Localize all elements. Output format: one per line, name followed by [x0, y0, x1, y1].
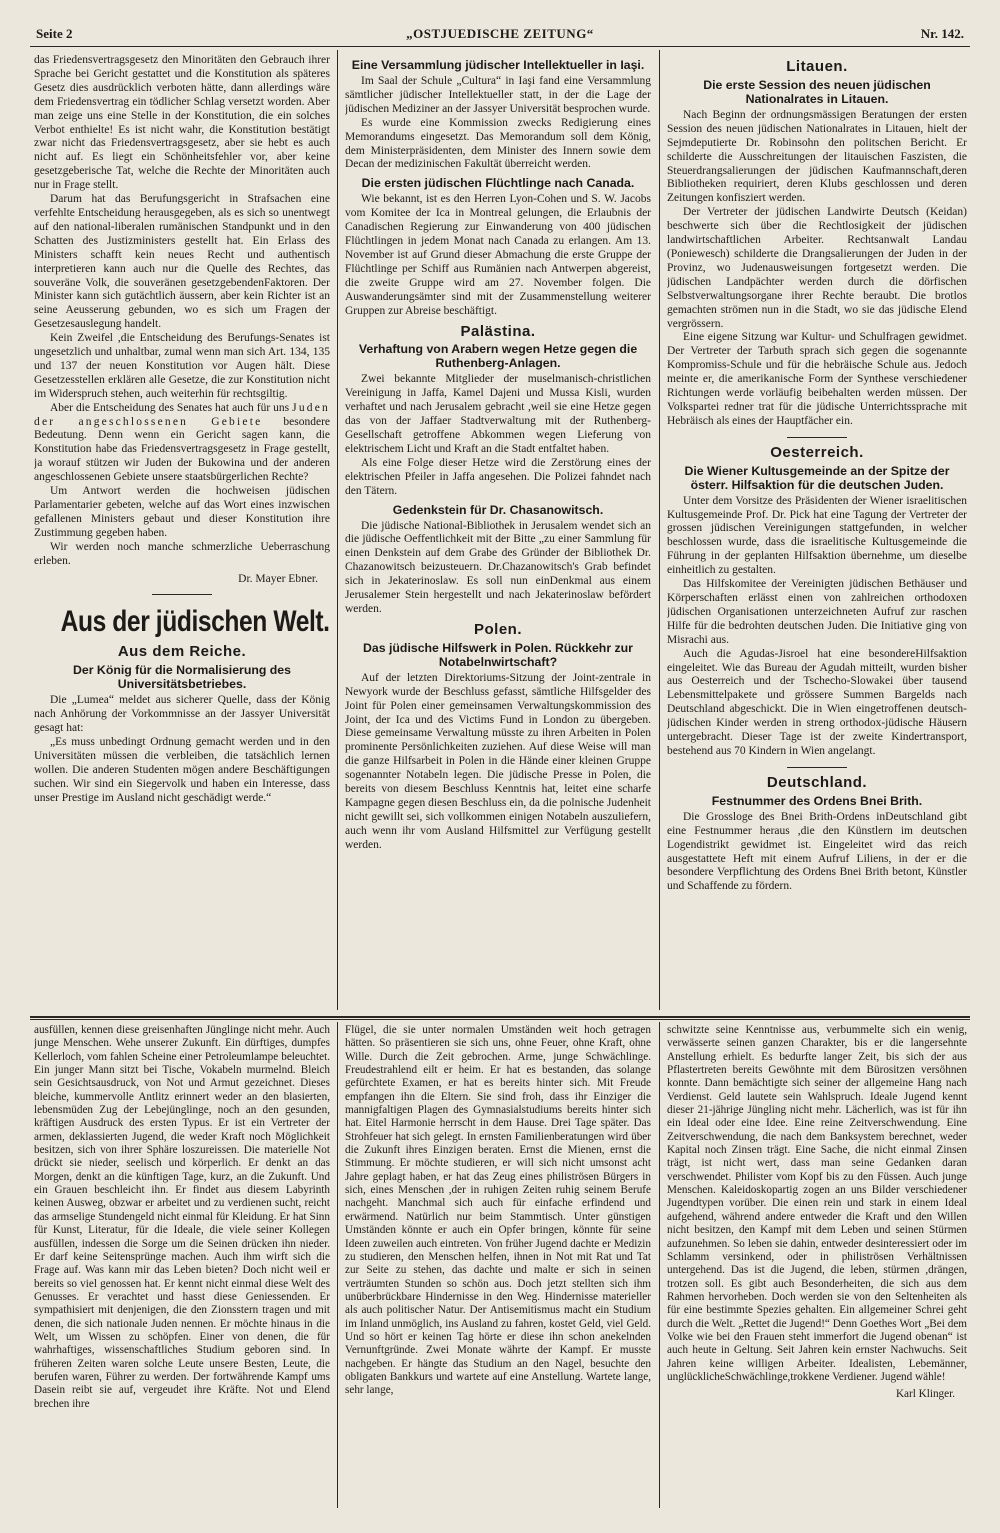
feuilleton-text: ausfüllen, kennen diese greisenhaften Jünglinge nicht mehr. Auch junge Menschen. Wehe unserer Zukunft. Ein dürftiges, dumpfes Kellerloch, vom fahlen Scheine einer Petroleumlampe beleuchtet. Ein junger Mann sitzt bei Tische, Vokabeln murmelnd. Bleich sein Gesichtsausdruck, von Not und Armut gezeichnet. Dieses bleiche, kummervolle Antlitz erinnert weder an den blasierten, lebensmüden Zug der Lebejünglinge, noch an den gesunden, kräftigen Ausdruck des ersten Typus. Er ist ein Vertreter der armen, deklassierten Jugend, die weder Kraft noch Möglichkeit besitzen, sich von ihrer Sphäre loszureissen. Die materielle Not drückt sie nieder, seelisch und körperlich. Er denkt an das Morgen, denkt an die künftigen Tage, kurz, an die Zukunft. Und ein Grauen beschleicht ihn. Er findet aus diesem Labyrinth keinen Ausweg, obzwar er arbeitet und zu verdienen sucht, reicht das armselige Stundengeld nicht einmal für Kleidung. Er hat Sinn für Kunst, Literatur, für die Ideale, die viele seiner Kollegen ausfüllen, indessen die Sorge um die Seinen drücken ihn nieder. Er darf keine Seitensprünge machen. Auch ihm wirft sich die Frage auf. Was kann mir das Leben bieten? Doch nicht weil er bereits so viel genossen hat. Er kennt nicht einmal diese Welt des Genusses. Er verachtet und hasst diese Geniessenden. Er sympathisiert mit denjenigen, die den Zionsstern tragen und mit denen, die sich nationale Juden nennen. Er möchte hinaus in die Welt, um Wissen zu schöpfen. Einer von denen, die für wahrhaftiges, wissenschaftliches Studium geboren sind. In früheren Zeiten waren solche Leute unsere Besten, Leute, die berufen waren, Führer zu werden. Der fortwährende Kampf ums Dasein reibt sie auf, vergeudet ihre Kräfte. Not und Elend brechen ihre — [34, 1024, 330, 1410]
feuilleton-rule — [30, 1016, 970, 1018]
region-title: Polen. — [473, 620, 522, 638]
article-paragraph: Kein Zweifel ,die Entscheidung des Berufungs-Senates ist ungesetzlich und unhaltbar, zumal wenn man sich Art. 134, 135 und 137 der neuen Konstitution vor Augen hält. Diese Gesetzesstellen erklären alle Gesetze, die zur Konstitution nicht im Widerspruch stehen, auch weiterhin für rechtsgiltig. — [34, 332, 330, 400]
newspaper-name: „OSTJUEDISCHE ZEITUNG“ — [406, 26, 594, 41]
headline: Gedenkstein für Dr. Chasanowitsch. — [392, 502, 604, 517]
article-paragraph: Im Saal der Schule „Cultura“ in Iaşi fand eine Versammlung sämtlicher jüdischer Intellektueller statt, in der die Lage der jüdischen Mediziner an der Jassyer Universität besprochen wurde. — [345, 75, 651, 115]
article-paragraph: Das Hilfskomitee der Vereinigten jüdischen Bethäuser und Körperschaften erlässt einen von zahlreichen orthodoxen jüdischen Organisationen unterzeichneten Aufruf zur raschen Hilfe für die bedrohten deutschen Juden. Die Initiative ging von Misrachi aus. — [667, 578, 967, 646]
region-title: Oesterreich. — [770, 443, 864, 461]
column-divider — [337, 1022, 338, 1508]
column-middle — [345, 54, 651, 1010]
text-run: besondere Bedeutung. Denn wenn ein Gericht sagen kann, die Konstitution habe das Friedensvertragsgesetz in Frage gestellt, ja worauf stützen wir Juden der Bukowina und der anderen angeschlossenen Gebiete unsere staatsbürgerlichen Rechte? — [34, 415, 330, 484]
column-left — [34, 54, 330, 1010]
headline: Eine Versammlung jüdischer Intellektueller in Iaşi. — [351, 58, 645, 72]
feuilleton-column-middle — [345, 1024, 651, 1508]
separator — [787, 767, 847, 768]
issue-number: Nr. 142. — [920, 26, 964, 41]
feuilleton-rule — [30, 1019, 970, 1020]
page-number: Seite 2 — [36, 26, 73, 41]
article-paragraph: Auf der letzten Direktoriums-Sitzung der Joint-zentrale in Newyork wurde der Beschluss gefasst, sämtliche Hilfsgelder des Joint für Polen einer gemeinsamen Verwaltungskommission des Joint, der Ica und des Victims Fund in London zu übergeben. Diese gemeinsame Verwaltung müsste zu ihren Arbeiten in Polen prominente Persönlichkeiten zuziehen. Auf diese Weise will man die ganze Hilfsarbeit in Polen in die Hände einer kleinen Gruppe sogenannter Notabeln legen. Die jüdische Presse in Polen, die bereits von diesem Beschluss Kenntnis hat, leitet eine scharfe Kampagne gegen diesen Beschluss ein, da die polnische Judenheit nicht gewillt sei, sich vollkommen einigen Notabeln auszuliefern, auch wenn ihr vom Ausland Hilfsmittel zur Verfügung gestellt werden. — [345, 671, 651, 851]
feuilleton-column-left — [34, 1024, 330, 1508]
headline: Die erste Session des neuen jüdischen Nationalrates in Litauen. — [703, 77, 931, 106]
article-paragraph: Wie bekannt, ist es den Herren Lyon-Cohen und S. W. Jacobs vom Komitee der Ica in Montreal gelungen, die Erlaubnis der Canadischen Regierung zur Einwanderung von 400 jüdischen Flüchtlingen in jedem Monat nach Canada zu erlangen. Am 13. November ist auf Grund dieser Abmachung die erste Gruppe der Flüchtlinge per Schiff aus Rumänien nach Antwerpen abgereist, die zweite Gruppe wird am 27. November folgen. Die Auswanderungsämter sind mit der Zusammenstellung weiterer Gruppen zur Abreise beschäftigt. — [345, 193, 651, 317]
article-paragraph: Zwei bekannte Mitglieder der muselmanisch-christlichen Vereinigung in Jaffa, Kamel Dajeni und Mussa Kisli, wurden verhaftet und nach Jerusalem gebracht ,weil sie eine Hetze gegen das von der Jaffaer Stadtverwaltung mit der Ruthenberg-Gesellschaft getroffene Abkommen wegen Lieferung von elektrischem Licht und Kraft an die Stadt entfaltet haben. — [345, 373, 651, 455]
headline: Der König für die Normalisierung des Universitätsbetriebes. — [73, 663, 291, 692]
article-paragraph: Auch die Agudas-Jisroel hat eine besondereHilfsaktion eingeleitet. Wie das Bureau der Agudah mitteilt, wurden bisher aus Oesterreich und der Tschecho-Slowakei über tausend Lebensmittelpakete und grössere Summen Bargelds nach Deutschland abgeschickt. Die in Wien eingetroffenen deutsch-jüdischen Kinder werden in streng orthodox-jüdische Häusern untergebracht. Dieser Tage ist der zweite Kindertransport, bestehend aus 70 Kindern in Wien angelangt. — [667, 647, 967, 757]
article-paragraph: Der Vertreter der jüdischen Landwirte Deutsch (Keidan) beschwerte sich über die Rechtlosigkeit der jüdischen landwirtschaftlichen Arbeiter. Rechtsanwalt Landau (Poniewesch) schilderte die Drangsalierungen der Juden in der Provinz, wo Judenausweisungen fortgesetzt werden. Die jüdischen Landpächter werden durch die dörfischen Selbstverwaltungsorgane ihrer Rechte beraubt. Die brotlos gemachten strömen nun in die Stadt, wo sie das jüdische Elend vergrössern. — [667, 206, 967, 330]
column-right — [667, 54, 967, 1010]
article-paragraph: Um Antwort werden die hochweisen jüdischen Parlamentarier gebeten, welche auf das Wort eines inzwischen gefallenen Ministers gebaut und dieser Konstitution ihre Zustimmung gegeben haben. — [34, 485, 330, 539]
region-title: Deutschland. — [766, 773, 868, 791]
article-paragraph: Die Grossloge des Bnei Brith-Ordens inDeutschland gibt eine Festnummer heraus ,die den Künstlern im deutschen Logendistrikt gewidmet ist. Eingeleitet wird das reich ausgestattete Heft mit einem Aufruf Liliens, in der er die besondere Verpflichtung des Ordens Bnei Brith betont, Künstler und Schaffende zu fördern. — [667, 810, 967, 893]
spaced-text: Juden der angeschlossenen Gebiete — [34, 401, 330, 428]
headline: Verhaftung von Arabern wegen Hetze gegen die Ruthenberg-Anlagen. — [358, 342, 638, 371]
separator — [152, 594, 212, 595]
article-paragraph: Unter dem Vorsitze des Präsidenten der Wiener israelitischen Kultusgemeinde Prof. Dr. Pick hat eine Tagung der Vertreter der grossen jüdischen Vereinigungen stattgefunden, in welcher beschlossen wurde, dass die israelitische Kultusgemeinde die Führung in der geplanten Hilfsaktion übernehme, um dieselbe einheitlich zu gestalten. — [667, 494, 967, 577]
article-paragraph: Wir werden noch manche schmerzliche Ueberraschung erleben. — [34, 540, 330, 567]
region-title: Litauen. — [786, 58, 848, 75]
headline: Festnummer des Ordens Bnei Brith. — [711, 793, 923, 808]
author-signature: Karl Klinger. — [895, 1388, 955, 1401]
article-paragraph: das Friedensvertragsgesetz den Minoritäten den Gebrauch ihrer Sprache bei Gericht gestattet und die Konstitution als späteres Gesetz dies ausdrücklich verboten hätte, dann allerdings wäre dem Friedensvertrag ein tödlicher Schlag versetzt worden. Aber man zeige uns eine Stelle in der Konstitution, die ein solches Verbot enthielte! Es ist nicht wahr, die Konstitution bestätigt zwar nicht das Friedensvertragsgesetz, aber sie hebt es auch nicht auf. Es liegt ein Schönheitsfehler vor, aber keine gesetzgeberische Tat, welche die Rechte der Minoritäten auch nur in Frage stellt. — [34, 54, 330, 192]
column-divider — [659, 1022, 660, 1508]
separator — [787, 437, 847, 438]
headline: Die Wiener Kultusgemeinde an der Spitze der österr. Hilfsaktion für die deutschen Juden. — [684, 463, 950, 492]
article-paragraph: Darum hat das Berufungsgericht in Strafsachen eine verfehlte Entscheidung herausgegeben, als es sich so unentwegt auf den national-liberalen rumänischen Standpunkt und in den Schatten des Justizministers gestellt hat. Ein Erlass des Ministers schafft kein neues Recht und authentisch interpretieren kann auch nur die Quelle des Rechtes, das souveräne Volk, die souveränen gesetzgebendenFaktoren. Der Minister kann sich gutächtlich äussern, aber kein Richter ist an seine Aeusserung gebunden, wo es sich um Fragen der Gesetzesauslegung handelt. — [34, 193, 330, 331]
article-paragraph: Als eine Folge dieser Hetze wird die Zerstörung eines der elektrischen Pfeiler in Jaffa angesehen. Die Polizei fahndet nach den Tätern. — [345, 456, 651, 497]
header-rule — [30, 46, 970, 47]
column-divider — [337, 50, 338, 1010]
section-title: Aus der jüdischen Welt. — [60, 605, 330, 639]
article-paragraph: Nach Beginn der ordnungsmässigen Beratungen der ersten Session des neuen jüdischen Nationalrates in Litauen, hielt der Sejmdeputierte Dr. Robinsohn den politschen Bericht. Er schilderte die Ausschreitungen der litauischen Faszisten, die Steuerdrangsalierungen der jüdischen Kaufmannschaft,deren Bibliotheken requiriert, deren Klubs geschlossen und deren Zeitungen konfisziert werden. — [667, 108, 967, 205]
author-signature: Dr. Mayer Ebner. — [238, 572, 318, 585]
article-paragraph: Es wurde eine Kommission zwecks Redigierung eines Memorandums eingesetzt. Das Memorandum soll dem König, dem Ministerpräsidenten, dem Minister des Innern sowie dem Decan der medizinischen Fakultät überreicht werden. — [345, 116, 651, 171]
feuilleton-column-right — [667, 1024, 967, 1508]
text-run: Aber die Entscheidung des Senates hat auch für uns — [50, 401, 293, 414]
headline: Die ersten jüdischen Flüchtlinge nach Canada. — [361, 176, 635, 191]
headline: Das jüdische Hilfswerk in Polen. Rückkehr zur Notabelnwirtschaft? — [363, 640, 633, 669]
article-paragraph: Eine eigene Sitzung war Kultur- und Schulfragen gewidmet. Der Vertreter der Tarbuth sprach sich gegen die sogenannte Kompromiss-Schule und für die hebräische Schule aus. Jedoch meinte er, die amerikanische Form der Synthese verschiedener Richtungen werde vorläufig beibehalten werden müssen. Der Volkspartei redner trat für die jüdische Unterrichtssprache mit Hebräisch als eines der Hauptfächer ein. — [667, 331, 967, 427]
feuilleton-text: Flügel, die sie unter normalen Umständen weit hoch getragen hätten. So präsentieren sie sich uns, ohne Feuer, ohne Kraft, ohne Wille. Durch die Zeit gebrochen. Arme, junge Schwächlinge. Freudestrahlend eilt er heim. Er hat es bestanden, das solange gefürchtete Examen, er hat es bereits hinter sich. Mit Freude empfangen ihn die Eltern. Sie sind froh, dass ihr Einziger die mannigfaltigen Plagen des Gymnasialstudiums bereits hinter sich hat. Eitel Harmonie herrscht in dem Hause. Drei Tage später. Das Strohfeuer hat sich gelegt. In ernsten Familienberatungen wird über die Zukunft ihres Einzigen beraten. Ernst die Mienen, ernst die Stimmung. Er möchte studieren, er will sich nicht umsonst acht Jahre geplagt haben, er hat das Zeug eines philiströsen Bürgers in sich, eines Menschen ,der in ruhigen Zeiten ruhig seinem Berufe nachgeht. Manchmal sich auch für einfache erfindend und erwärmend. Natürlich nur beim Stammtisch. Unter günstigen Umständen könnte er auch ein Opfer bringen, könnte für seine Ideen zuweilen auch eintreten. Von früher Jugend dachte er Medizin zu studieren, den Menschen helfen, ihnen in Not mit Rat und Tat zur Seite zu stehen, das dachte und malte er sich in seinen verträumten Stunden so schön aus. Doch jetzt stellten sich ihm unüberbrückbare Hindernisse in den Weg. Hindernisse materieller als auch politischer Natur. Der Antisemitismus macht ein Studium im Inland unmöglich, ins Ausland zu fahren, kostet Geld, viel Geld. Und so hört er keinen Tag hörte er diese ihn schon anekelnden Vernunftgründe. Zwei Monate währte der Kampf. Er musste nachgeben. Er hängte das Studium an den Nagel, besuchte den obligaten Bankkurs und wartete auf eine Anstellung. Wartete lange, sehr lange, — [345, 1024, 651, 1397]
region-title: Palästina. — [460, 322, 536, 340]
column-divider — [659, 50, 660, 1010]
feuilleton-text: schwitzte seine Kenntnisse aus, verbummelte sich ein wenig, verwässerte seinen ganzen Charakter, bis er die langersehnte Anstellung erhielt. Es bedurfte langer Zeit, bis sich der aus Pflastertreten bereits Gewöhnte mit dem Bürositzen versöhnen konnte. Dann bemächtigte sich seiner der allgemeine Hang nach Verdienst. Geld lautete sein Wahlspruch. Ideale Jugend kennt dieser 21-jährige Jüngling nicht mehr. Lächerlich, was ist für ihn ein Ideal oder eine Idee. Eine reine Zeitverschwendung. Eine Zeitverschwendung, die nach dem Banksystem berechnet, weder Kapital noch Zinsen trägt. Eine Sache, die nicht einmal Zinsen trägt, ist nicht wert, dass man seine Gedanken daran verschwendet. Philister vom Kopf bis zu den Füssen. Auch junge Menschen. Kaleidoskopartig zogen an uns Bilder verschiedener Jugendtypen vorüber. Die einen rein und stark in einem Ideal aufgehend, während andere entweder die Kraft und den Willen nicht besitzen, den Kampf mit dem Leben und seinen Stürmen aufzunehmen. So leben sie dahin, entweder desinteressiert oder im Schlamm versinkend, oder in philiströsen Verhältnissen untergehend. Das ist die Jugend, die leben, stürmen ,drängen, trotzen soll. Es gibt auch Besonderheiten, die sich aus dem Rahmen hervorheben. Doch werden sie von den Seltenheiten als für eine bestimmte Spezies gehalten. Ein allgemeiner Schrei geht durch die Welt. „Rettet die Jugend!“ Denn Goethes Wort „Bei dem Volke wie bei den Frauen steht immerfort die Jugend obenan“ ist auch heute in Geltung. Seit Jahren kein ernster Nachwuchs. Seit Jahren keine willigen Arbeiter. Idealisten, Lebemänner, unglücklicheSchwächlinge,trokkene Verdiener. Jugend wähle! — [667, 1024, 967, 1383]
article-paragraph: „Es muss unbedingt Ordnung gemacht werden und in den Universitäten müssen die verbleiben, die tatsächlich lernen wollen. Die anderen Studenten mögen andere Beschäftigungen suchen. Wir sind ein Siegervolk und haben ein Interesse, dass unser Prestige im Ausland nicht geschädigt werde.“ — [34, 736, 330, 804]
article-paragraph: Die jüdische National-Bibliothek in Jerusalem wendet sich an die jüdische Oeffentlichkeit mit der Bitte „zu einer Sammlung für einen Denkstein auf dem Grabe des Gründer der Bibliothek Dr. Chazanowitsch beizusteuern. Dr.Chazanowitsch's Grab befindet sich in Jekaterinoslaw. Es soll nun einDenkmal aus einem Jerusalemer Stein hergestellt und nach Jekaterinoslaw befördert werden. — [345, 519, 651, 615]
page-header — [30, 26, 970, 44]
article-paragraph: Die „Lumea“ meldet aus sicherer Quelle, dass der König nach Anhörung der Vorkommnisse an der Jassyer Universität gesagt hat: — [34, 694, 330, 735]
region-title: Aus dem Reiche. — [117, 643, 247, 661]
article-paragraph — [34, 402, 330, 485]
